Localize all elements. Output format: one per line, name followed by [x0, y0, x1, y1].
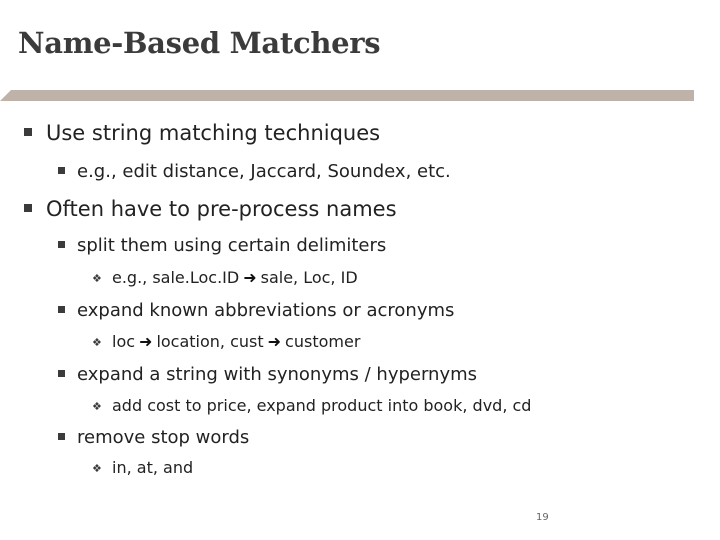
bullet-text: sale, Loc, ID: [260, 268, 358, 287]
square-bullet-icon: [58, 167, 65, 174]
bullet-level1: [24, 197, 397, 221]
bullet-level1: [24, 121, 380, 145]
bullet-level2: [58, 235, 386, 256]
square-bullet-icon: [24, 128, 32, 136]
right-arrow-icon: ➜: [267, 332, 282, 351]
square-bullet-icon: [58, 306, 65, 313]
bullet-text: Often have to pre-process names: [46, 197, 397, 221]
bullet-text: loc: [112, 332, 136, 351]
bullet-level2: [58, 161, 451, 182]
bullet-text: remove stop words: [77, 427, 250, 448]
bullet-text: split them using certain delimiters: [77, 235, 387, 256]
bullet-level3: [92, 332, 360, 351]
square-bullet-icon: [24, 204, 32, 212]
bullet-level3: [92, 458, 193, 477]
diamond-bullet-icon: ❖: [92, 400, 102, 413]
diamond-bullet-icon: ❖: [92, 272, 102, 285]
bullet-level2: [58, 364, 477, 385]
bullet-text: location, cust: [156, 332, 264, 351]
right-arrow-icon: ➜: [139, 332, 153, 351]
bullet-level3: [92, 396, 531, 415]
diamond-bullet-icon: ❖: [92, 336, 102, 349]
bullet-text: in, at, and: [112, 458, 194, 477]
bullet-text: e.g., edit distance, Jaccard, Soundex, etc.: [77, 161, 451, 182]
square-bullet-icon: [58, 241, 65, 248]
bullet-text: add cost to price, expand product into book, dvd, cd: [112, 396, 532, 415]
bullet-level3: [92, 268, 358, 287]
title-rule-corner: [0, 90, 11, 101]
bullet-text: customer: [285, 332, 361, 351]
bullet-text: e.g., sale.Loc.ID: [112, 268, 240, 287]
bullet-level2: [58, 427, 249, 448]
right-arrow-icon: ➜: [243, 268, 257, 287]
square-bullet-icon: [58, 433, 65, 440]
title-rule: [0, 90, 694, 101]
bullet-text: expand known abbreviations or acronyms: [77, 300, 455, 321]
diamond-bullet-icon: ❖: [92, 462, 102, 475]
page-number: 19: [536, 512, 549, 523]
slide-title: Name-Based Matchers: [18, 26, 381, 60]
bullet-text: Use string matching techniques: [46, 121, 381, 145]
bullet-level2: [58, 300, 454, 321]
bullet-text: expand a string with synonyms / hypernyms: [77, 364, 478, 385]
square-bullet-icon: [58, 370, 65, 377]
